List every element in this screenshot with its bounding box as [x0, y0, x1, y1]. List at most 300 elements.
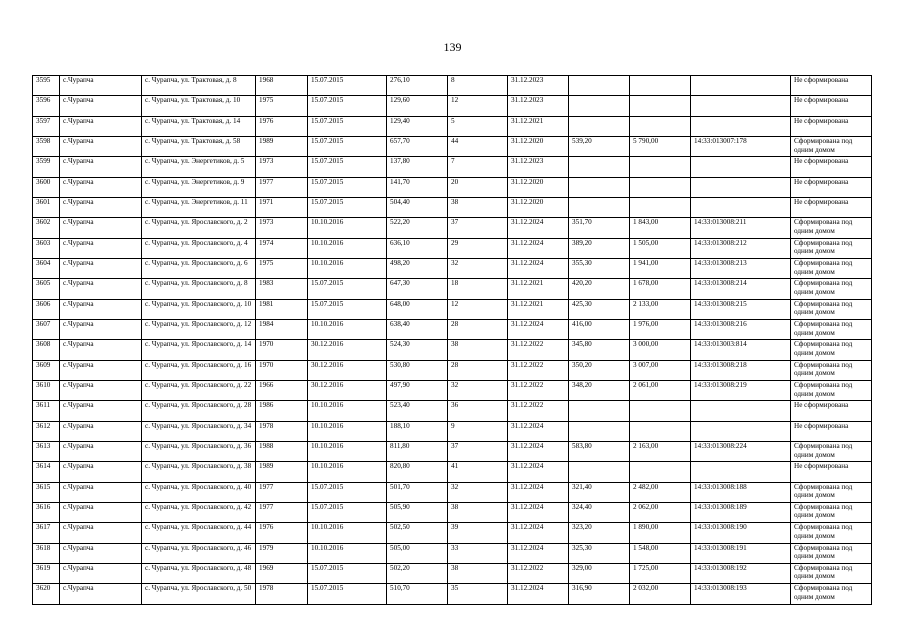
plot-area-cell: 1 843,00 [630, 218, 691, 238]
address-cell: с. Чурапча, ул. Трактовая, д. 58 [142, 136, 256, 156]
cadastral-number-cell: 14:33:013008:193 [691, 584, 791, 604]
land-area-cell: 323,20 [569, 523, 630, 543]
row-number-cell: 3616 [33, 502, 60, 522]
cadastral-number-cell [691, 421, 791, 441]
table-row [33, 523, 872, 543]
row-number-cell: 3607 [33, 319, 60, 339]
table-row [33, 177, 872, 197]
page-number: 139 [443, 40, 462, 54]
address-cell: с. Чурапча, ул. Ярославского, д. 2 [142, 218, 256, 238]
repair-deadline-cell: 31.12.2024 [508, 238, 569, 258]
residents-cell: 36 [448, 401, 508, 421]
row-number-cell: 3613 [33, 441, 60, 461]
address-cell: с. Чурапча, ул. Ярославского, д. 8 [142, 279, 256, 299]
row-number-cell: 3620 [33, 584, 60, 604]
plot-status-cell: Сформирована под одним домом [791, 523, 872, 543]
address-cell: с. Чурапча, ул. Ярославского, д. 42 [142, 502, 256, 522]
inspection-date-cell: 15.07.2015 [308, 197, 387, 217]
total-area-cell: 638,40 [387, 319, 448, 339]
cadastral-number-cell [691, 197, 791, 217]
land-area-cell [569, 197, 630, 217]
settlement-cell: с.Чурапча [60, 157, 142, 177]
land-area-cell: 324,40 [569, 502, 630, 522]
plot-area-cell: 2 061,00 [630, 380, 691, 400]
address-cell: с. Чурапча, ул. Трактовая, д. 8 [142, 76, 256, 96]
plot-area-cell: 5 790,00 [630, 136, 691, 156]
residents-cell: 37 [448, 218, 508, 238]
cadastral-number-cell: 14:33:013008:192 [691, 563, 791, 583]
inspection-date-cell: 15.07.2015 [308, 279, 387, 299]
plot-status-cell: Не сформирована [791, 197, 872, 217]
residents-cell: 32 [448, 380, 508, 400]
table-row [33, 299, 872, 319]
table-row [33, 380, 872, 400]
inspection-date-cell: 15.07.2015 [308, 116, 387, 136]
address-cell: с. Чурапча, ул. Энергетиков, д. 11 [142, 197, 256, 217]
year-built-cell: 1978 [256, 584, 308, 604]
residents-cell: 38 [448, 340, 508, 360]
year-built-cell: 1973 [256, 157, 308, 177]
row-number-cell: 3606 [33, 299, 60, 319]
inspection-date-cell: 15.07.2015 [308, 76, 387, 96]
plot-area-cell: 1 890,00 [630, 523, 691, 543]
settlement-cell: с.Чурапча [60, 218, 142, 238]
cadastral-number-cell: 14:33:013008:190 [691, 523, 791, 543]
row-number-cell: 3618 [33, 543, 60, 563]
plot-area-cell [630, 116, 691, 136]
plot-area-cell: 2 482,00 [630, 482, 691, 502]
cadastral-number-cell [691, 157, 791, 177]
row-number-cell: 3602 [33, 218, 60, 238]
repair-deadline-cell: 31.12.2020 [508, 136, 569, 156]
year-built-cell: 1989 [256, 462, 308, 482]
plot-status-cell: Сформирована под одним домом [791, 238, 872, 258]
address-cell: с. Чурапча, ул. Ярославского, д. 12 [142, 319, 256, 339]
settlement-cell: с.Чурапча [60, 502, 142, 522]
table-row [33, 401, 872, 421]
land-area-cell: 345,80 [569, 340, 630, 360]
settlement-cell: с.Чурапча [60, 299, 142, 319]
address-cell: с. Чурапча, ул. Ярославского, д. 14 [142, 340, 256, 360]
land-area-cell: 416,00 [569, 319, 630, 339]
repair-deadline-cell: 31.12.2024 [508, 421, 569, 441]
repair-deadline-cell: 31.12.2020 [508, 177, 569, 197]
table-row [33, 319, 872, 339]
cadastral-number-cell [691, 96, 791, 116]
year-built-cell: 1968 [256, 76, 308, 96]
land-area-cell [569, 421, 630, 441]
table-row [33, 136, 872, 156]
plot-area-cell [630, 157, 691, 177]
plot-area-cell: 3 007,00 [630, 360, 691, 380]
plot-status-cell: Сформирована под одним домом [791, 502, 872, 522]
total-area-cell: 647,30 [387, 279, 448, 299]
residents-cell: 32 [448, 482, 508, 502]
plot-area-cell: 1 678,00 [630, 279, 691, 299]
plot-area-cell [630, 177, 691, 197]
plot-area-cell [630, 401, 691, 421]
row-number-cell: 3611 [33, 401, 60, 421]
total-area-cell: 137,80 [387, 157, 448, 177]
year-built-cell: 1977 [256, 502, 308, 522]
residents-cell: 29 [448, 238, 508, 258]
total-area-cell: 530,80 [387, 360, 448, 380]
table-row [33, 340, 872, 360]
row-number-cell: 3612 [33, 421, 60, 441]
plot-status-cell: Сформирована под одним домом [791, 380, 872, 400]
residents-cell: 38 [448, 502, 508, 522]
settlement-cell: с.Чурапча [60, 380, 142, 400]
total-area-cell: 657,70 [387, 136, 448, 156]
total-area-cell: 497,90 [387, 380, 448, 400]
residents-cell: 7 [448, 157, 508, 177]
table-row [33, 238, 872, 258]
total-area-cell: 129,40 [387, 116, 448, 136]
residents-cell: 12 [448, 299, 508, 319]
address-cell: с. Чурапча, ул. Ярославского, д. 22 [142, 380, 256, 400]
total-area-cell: 141,70 [387, 177, 448, 197]
year-built-cell: 1977 [256, 177, 308, 197]
cadastral-number-cell: 14:33:013008:191 [691, 543, 791, 563]
cadastral-number-cell [691, 116, 791, 136]
land-area-cell: 321,40 [569, 482, 630, 502]
residents-cell: 9 [448, 421, 508, 441]
table-body [33, 76, 872, 605]
land-area-cell: 351,70 [569, 218, 630, 238]
repair-deadline-cell: 31.12.2023 [508, 157, 569, 177]
inspection-date-cell: 15.07.2015 [308, 482, 387, 502]
row-number-cell: 3605 [33, 279, 60, 299]
plot-area-cell [630, 197, 691, 217]
settlement-cell: с.Чурапча [60, 340, 142, 360]
row-number-cell: 3610 [33, 380, 60, 400]
cadastral-number-cell: 14:33:013008:212 [691, 238, 791, 258]
total-area-cell: 498,20 [387, 258, 448, 278]
inspection-date-cell: 10.10.2016 [308, 421, 387, 441]
land-area-cell: 420,20 [569, 279, 630, 299]
year-built-cell: 1977 [256, 482, 308, 502]
residents-cell: 28 [448, 360, 508, 380]
land-area-cell [569, 116, 630, 136]
plot-status-cell: Не сформирована [791, 401, 872, 421]
year-built-cell: 1989 [256, 136, 308, 156]
total-area-cell: 188,10 [387, 421, 448, 441]
year-built-cell: 1973 [256, 218, 308, 238]
total-area-cell: 502,50 [387, 523, 448, 543]
row-number-cell: 3614 [33, 462, 60, 482]
total-area-cell: 524,30 [387, 340, 448, 360]
land-area-cell: 348,20 [569, 380, 630, 400]
land-area-cell: 583,80 [569, 441, 630, 461]
year-built-cell: 1978 [256, 421, 308, 441]
year-built-cell: 1979 [256, 543, 308, 563]
inspection-date-cell: 30.12.2016 [308, 340, 387, 360]
residents-cell: 38 [448, 563, 508, 583]
land-area-cell: 425,30 [569, 299, 630, 319]
repair-deadline-cell: 31.12.2024 [508, 584, 569, 604]
settlement-cell: с.Чурапча [60, 76, 142, 96]
plot-status-cell: Не сформирована [791, 462, 872, 482]
row-number-cell: 3596 [33, 96, 60, 116]
repair-deadline-cell: 31.12.2022 [508, 563, 569, 583]
cadastral-number-cell: 14:33:013008:224 [691, 441, 791, 461]
settlement-cell: с.Чурапча [60, 523, 142, 543]
plot-status-cell: Сформирована под одним домом [791, 563, 872, 583]
row-number-cell: 3600 [33, 177, 60, 197]
plot-area-cell: 2 032,00 [630, 584, 691, 604]
land-area-cell [569, 157, 630, 177]
address-cell: с. Чурапча, ул. Ярославского, д. 50 [142, 584, 256, 604]
plot-status-cell: Сформирована под одним домом [791, 218, 872, 238]
residents-cell: 18 [448, 279, 508, 299]
inspection-date-cell: 15.07.2015 [308, 584, 387, 604]
repair-deadline-cell: 31.12.2024 [508, 462, 569, 482]
plot-status-cell: Не сформирована [791, 421, 872, 441]
total-area-cell: 636,10 [387, 238, 448, 258]
inspection-date-cell: 10.10.2016 [308, 462, 387, 482]
table-row [33, 218, 872, 238]
address-cell: с. Чурапча, ул. Ярославского, д. 44 [142, 523, 256, 543]
settlement-cell: с.Чурапча [60, 197, 142, 217]
inspection-date-cell: 10.10.2016 [308, 441, 387, 461]
total-area-cell: 648,00 [387, 299, 448, 319]
land-area-cell: 325,30 [569, 543, 630, 563]
settlement-cell: с.Чурапча [60, 584, 142, 604]
total-area-cell: 501,70 [387, 482, 448, 502]
residents-cell: 33 [448, 543, 508, 563]
year-built-cell: 1969 [256, 563, 308, 583]
land-area-cell: 316,90 [569, 584, 630, 604]
total-area-cell: 522,20 [387, 218, 448, 238]
total-area-cell: 510,70 [387, 584, 448, 604]
cadastral-number-cell: 14:33:013008:188 [691, 482, 791, 502]
year-built-cell: 1976 [256, 523, 308, 543]
cadastral-number-cell: 14:33:013008:216 [691, 319, 791, 339]
land-area-cell: 355,30 [569, 258, 630, 278]
cadastral-number-cell [691, 76, 791, 96]
year-built-cell: 1976 [256, 116, 308, 136]
address-cell: с. Чурапча, ул. Ярославского, д. 48 [142, 563, 256, 583]
year-built-cell: 1983 [256, 279, 308, 299]
year-built-cell: 1975 [256, 96, 308, 116]
address-cell: с. Чурапча, ул. Ярославского, д. 36 [142, 441, 256, 461]
table-row [33, 258, 872, 278]
repair-deadline-cell: 31.12.2023 [508, 96, 569, 116]
plot-area-cell: 2 062,00 [630, 502, 691, 522]
inspection-date-cell: 15.07.2015 [308, 502, 387, 522]
plot-area-cell: 2 133,00 [630, 299, 691, 319]
cadastral-number-cell: 14:33:013008:218 [691, 360, 791, 380]
inspection-date-cell: 10.10.2016 [308, 401, 387, 421]
plot-area-cell: 1 725,00 [630, 563, 691, 583]
settlement-cell: с.Чурапча [60, 462, 142, 482]
settlement-cell: с.Чурапча [60, 401, 142, 421]
row-number-cell: 3617 [33, 523, 60, 543]
inspection-date-cell: 10.10.2016 [308, 258, 387, 278]
table-row [33, 157, 872, 177]
inspection-date-cell: 10.10.2016 [308, 543, 387, 563]
address-cell: с. Чурапча, ул. Ярославского, д. 46 [142, 543, 256, 563]
total-area-cell: 505,00 [387, 543, 448, 563]
plot-status-cell: Сформирована под одним домом [791, 258, 872, 278]
total-area-cell: 505,90 [387, 502, 448, 522]
table-row [33, 462, 872, 482]
residents-cell: 20 [448, 177, 508, 197]
plot-status-cell: Не сформирована [791, 116, 872, 136]
plot-status-cell: Сформирована под одним домом [791, 319, 872, 339]
total-area-cell: 811,80 [387, 441, 448, 461]
total-area-cell: 129,60 [387, 96, 448, 116]
repair-deadline-cell: 31.12.2024 [508, 218, 569, 238]
inspection-date-cell: 15.07.2015 [308, 96, 387, 116]
row-number-cell: 3619 [33, 563, 60, 583]
cadastral-number-cell [691, 177, 791, 197]
repair-deadline-cell: 31.12.2021 [508, 299, 569, 319]
settlement-cell: с.Чурапча [60, 136, 142, 156]
table-row [33, 502, 872, 522]
repair-deadline-cell: 31.12.2023 [508, 76, 569, 96]
land-area-cell [569, 462, 630, 482]
inspection-date-cell: 10.10.2016 [308, 523, 387, 543]
table-row [33, 421, 872, 441]
cadastral-number-cell: 14:33:013003:814 [691, 340, 791, 360]
table-row [33, 563, 872, 583]
repair-deadline-cell: 31.12.2022 [508, 360, 569, 380]
plot-status-cell: Не сформирована [791, 157, 872, 177]
plot-status-cell: Сформирована под одним домом [791, 543, 872, 563]
cadastral-number-cell [691, 462, 791, 482]
land-area-cell [569, 401, 630, 421]
repair-deadline-cell: 31.12.2021 [508, 116, 569, 136]
plot-area-cell: 1 548,00 [630, 543, 691, 563]
inspection-date-cell: 10.10.2016 [308, 319, 387, 339]
row-number-cell: 3601 [33, 197, 60, 217]
row-number-cell: 3615 [33, 482, 60, 502]
row-number-cell: 3595 [33, 76, 60, 96]
repair-deadline-cell: 31.12.2024 [508, 482, 569, 502]
settlement-cell: с.Чурапча [60, 279, 142, 299]
land-area-cell [569, 177, 630, 197]
residents-cell: 35 [448, 584, 508, 604]
land-area-cell: 350,20 [569, 360, 630, 380]
repair-deadline-cell: 31.12.2020 [508, 197, 569, 217]
address-cell: с. Чурапча, ул. Ярославского, д. 16 [142, 360, 256, 380]
residents-cell: 32 [448, 258, 508, 278]
table-row [33, 584, 872, 604]
table-row [33, 197, 872, 217]
land-area-cell [569, 76, 630, 96]
plot-status-cell: Не сформирована [791, 76, 872, 96]
repair-deadline-cell: 31.12.2024 [508, 523, 569, 543]
inspection-date-cell: 15.07.2015 [308, 157, 387, 177]
table-row [33, 116, 872, 136]
settlement-cell: с.Чурапча [60, 258, 142, 278]
address-cell: с. Чурапча, ул. Энергетиков, д. 9 [142, 177, 256, 197]
address-cell: с. Чурапча, ул. Энергетиков, д. 5 [142, 157, 256, 177]
residents-cell: 39 [448, 523, 508, 543]
settlement-cell: с.Чурапча [60, 441, 142, 461]
repair-deadline-cell: 31.12.2024 [508, 441, 569, 461]
table-row [33, 279, 872, 299]
plot-status-cell: Сформирована под одним домом [791, 584, 872, 604]
plot-area-cell: 1 976,00 [630, 319, 691, 339]
plot-area-cell: 2 163,00 [630, 441, 691, 461]
address-cell: с. Чурапча, ул. Ярославского, д. 34 [142, 421, 256, 441]
cadastral-number-cell: 14:33:013008:214 [691, 279, 791, 299]
row-number-cell: 3597 [33, 116, 60, 136]
settlement-cell: с.Чурапча [60, 238, 142, 258]
repair-deadline-cell: 31.12.2022 [508, 340, 569, 360]
plot-status-cell: Сформирована под одним домом [791, 279, 872, 299]
table-row [33, 482, 872, 502]
address-cell: с. Чурапча, ул. Ярославского, д. 38 [142, 462, 256, 482]
inspection-date-cell: 15.07.2015 [308, 563, 387, 583]
plot-status-cell: Сформирована под одним домом [791, 360, 872, 380]
year-built-cell: 1981 [256, 299, 308, 319]
inspection-date-cell: 10.10.2016 [308, 238, 387, 258]
inspection-date-cell: 10.10.2016 [308, 218, 387, 238]
total-area-cell: 276,10 [387, 76, 448, 96]
land-area-cell: 389,20 [569, 238, 630, 258]
row-number-cell: 3598 [33, 136, 60, 156]
inspection-date-cell: 30.12.2016 [308, 360, 387, 380]
total-area-cell: 502,20 [387, 563, 448, 583]
plot-status-cell: Сформирована под одним домом [791, 441, 872, 461]
year-built-cell: 1986 [256, 401, 308, 421]
inspection-date-cell: 15.07.2015 [308, 177, 387, 197]
address-cell: с. Чурапча, ул. Ярославского, д. 40 [142, 482, 256, 502]
plot-area-cell: 1 941,00 [630, 258, 691, 278]
row-number-cell: 3609 [33, 360, 60, 380]
repair-deadline-cell: 31.12.2022 [508, 380, 569, 400]
plot-area-cell [630, 76, 691, 96]
plot-area-cell [630, 96, 691, 116]
address-cell: с. Чурапча, ул. Ярославского, д. 28 [142, 401, 256, 421]
settlement-cell: с.Чурапча [60, 177, 142, 197]
plot-area-cell: 1 505,00 [630, 238, 691, 258]
plot-area-cell: 3 000,00 [630, 340, 691, 360]
plot-status-cell: Сформирована под одним домом [791, 299, 872, 319]
cadastral-number-cell: 14:33:013008:219 [691, 380, 791, 400]
address-cell: с. Чурапча, ул. Ярославского, д. 4 [142, 238, 256, 258]
residents-cell: 44 [448, 136, 508, 156]
repair-deadline-cell: 31.12.2021 [508, 279, 569, 299]
residents-cell: 5 [448, 116, 508, 136]
settlement-cell: с.Чурапча [60, 563, 142, 583]
table-row [33, 96, 872, 116]
settlement-cell: с.Чурапча [60, 319, 142, 339]
address-cell: с. Чурапча, ул. Трактовая, д. 14 [142, 116, 256, 136]
total-area-cell: 504,40 [387, 197, 448, 217]
residents-cell: 8 [448, 76, 508, 96]
land-area-cell: 539,20 [569, 136, 630, 156]
row-number-cell: 3603 [33, 238, 60, 258]
plot-status-cell: Сформирована под одним домом [791, 136, 872, 156]
residents-cell: 28 [448, 319, 508, 339]
plot-status-cell: Сформирована под одним домом [791, 340, 872, 360]
total-area-cell: 820,80 [387, 462, 448, 482]
table-row [33, 360, 872, 380]
repair-deadline-cell: 31.12.2024 [508, 319, 569, 339]
cadastral-number-cell: 14:33:013008:189 [691, 502, 791, 522]
residents-cell: 12 [448, 96, 508, 116]
plot-area-cell [630, 462, 691, 482]
settlement-cell: с.Чурапча [60, 116, 142, 136]
cadastral-number-cell: 14:33:013008:211 [691, 218, 791, 238]
land-area-cell: 329,00 [569, 563, 630, 583]
residents-cell: 38 [448, 197, 508, 217]
settlement-cell: с.Чурапча [60, 96, 142, 116]
